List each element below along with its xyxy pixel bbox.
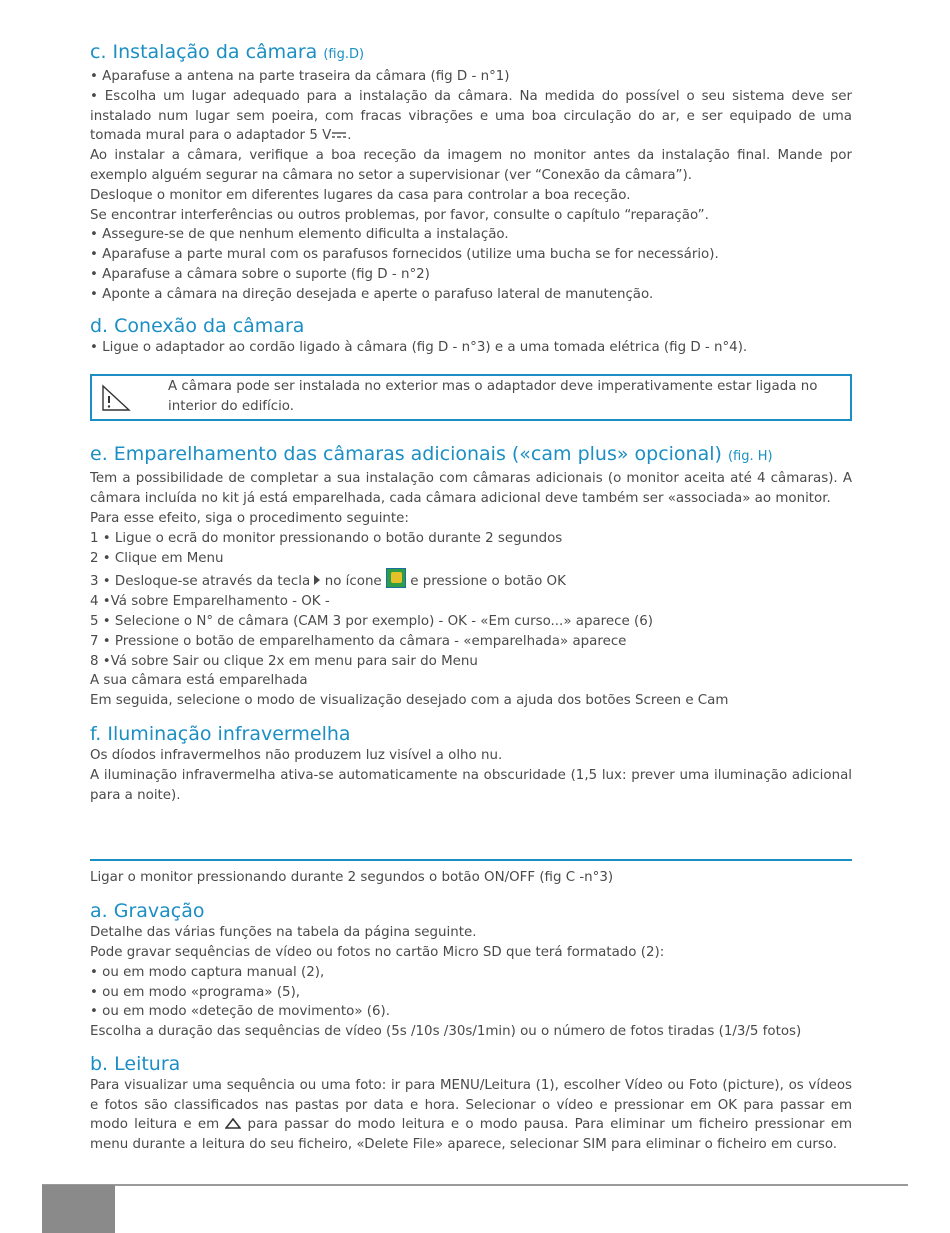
settings-menu-icon <box>386 568 406 588</box>
right-arrow-key-icon <box>314 575 320 585</box>
section-c-heading <box>90 40 852 67</box>
section-e-intro-2: Para esse efeito, siga o procedimento seguinte: <box>90 510 409 526</box>
step-3-text-b: no ícone <box>324 574 382 590</box>
section-e-after: Em seguida, selecione o modo de visualização desejado com a ajuda dos botões Screen e Cam <box>90 693 729 709</box>
section-d-title: d. Conexão da câmara <box>90 314 305 337</box>
eject-button-icon <box>225 1118 241 1130</box>
section-c-line-6: • Assegure-se de que nenhum elemento dificulta a instalação. <box>90 227 509 243</box>
step-1: 1 • Ligue o ecrã do monitor pressionando o botão durante 2 segundos <box>90 530 563 546</box>
section-c-line-1: • Aparafuse a antena na parte traseira da câmara (fig D - n°1) <box>90 69 510 84</box>
section-b-text <box>90 1076 852 1155</box>
section-c-line-4: Desloque o monitor em diferentes lugares da casa para controlar a boa receção. <box>90 187 631 203</box>
section-c-title: c. Instalação da câmara <box>90 41 318 63</box>
section-b-text-b: para passar do modo leitura e o modo pausa. Para eliminar um ficheiro pressionar em menu durante a leitura do seu ficheiro, «Delete File» aparece, selecionar SIM para eliminar o ficheiro em curso. <box>90 1117 852 1153</box>
section-a-line-5: • ou em modo «deteção de movimento» (6). <box>90 1004 391 1020</box>
warning-note <box>90 374 852 421</box>
warning-icon <box>100 384 132 414</box>
section-c-line-2: • Escolha um lugar adequado para a instalação da câmara. Na medida do possível o seu sistema deve ser instalado num lugar sem poeira, com fracas vibrações e uma boa circulação do ar, e ser equipado de uma tomada mural para o adaptador 5 V . <box>90 88 852 144</box>
dc-symbol-icon <box>331 130 347 140</box>
step-2: 2 • Clique em Menu <box>90 550 224 566</box>
section-f-title: f. Iluminação infravermelha <box>90 722 351 745</box>
section-e-heading <box>90 442 852 469</box>
section-a-title: a. Gravação <box>90 900 205 923</box>
section-a-line-6: Escolha a duração das sequências de vídeo (5s /10s /30s/1min) ou o número de fotos tiradas (1/3/5 fotos) <box>90 1024 802 1040</box>
step-5: 5 • Selecione o N° de câmara (CAM 3 por exemplo) - OK - «Em curso...» aparece (6) <box>90 613 653 629</box>
section-c-line-7: • Aparafuse a parte mural com os parafusos fornecidos (utilize uma bucha se for necessário). <box>90 247 719 263</box>
section-a-line-4: • ou em modo «programa» (5), <box>90 984 301 1000</box>
step-3 <box>90 568 852 592</box>
section-e-fig-ref: (fig. H) <box>727 449 773 465</box>
section-c-fig-ref: (fig.D) <box>323 47 365 62</box>
section-c-line-5: Se encontrar interferências ou outros problemas, por favor, consulte o capítulo “reparação”. <box>90 207 709 223</box>
section-a-line-1: Detalhe das várias funções na tabela da página seguinte. <box>90 925 477 941</box>
section-a-line-2: Pode gravar sequências de vídeo ou fotos no cartão Micro SD que terá formatado (2): <box>90 944 665 960</box>
section-e-title: e. Emparelhamento das câmaras adicionais («cam plus» opcional) <box>90 443 722 466</box>
warning-note-text: A câmara pode ser instalada no exterior mas o adaptador deve imperativamente estar ligada no interior do edifício. <box>168 379 818 415</box>
step-7: 7 • Pressione o botão de emparelhamento da câmara - «emparelhada» aparece <box>90 633 627 649</box>
monitor-intro-line: Ligar o monitor pressionando durante 2 segundos o botão ON/OFF (fig C -n°3) <box>90 870 614 886</box>
section-d-line: • Ligue o adaptador ao cordão ligado à câmara (fig D - n°3) e a uma tomada elétrica (fig D - n°4). <box>90 339 748 355</box>
step-3-text-c: e pressione o botão OK <box>410 574 566 590</box>
section-e-done: A sua câmara está emparelhada <box>90 673 308 689</box>
page-content <box>90 40 852 1155</box>
step-3-text-a: 3 • Desloque-se através da tecla <box>90 574 311 590</box>
step-4: 4 •Vá sobre Emparelhamento - OK - <box>90 594 330 610</box>
section-c-line-2-text: • Escolha um lugar adequado para a instalação da câmara. Na medida do possível o seu sistema deve ser instalado num lugar sem poeira, com fracas vibrações e uma boa circulação do ar, e ser equipado de uma tomada mural para o adaptador 5 V <box>90 88 852 144</box>
section-b-text-a: Para visualizar uma sequência ou uma foto: ir para MENU/Leitura (1), escolher Vídeo ou Foto (picture), os vídeos e fotos são classificados nas pastas por data e hora. Selecionar o vídeo e pressionar em OK para passar em modo leitura e em <box>90 1077 852 1133</box>
footer-rule <box>42 1184 908 1186</box>
section-b-title: b. Leitura <box>90 1052 181 1075</box>
section-a-line-3: • ou em modo captura manual (2), <box>90 964 325 980</box>
section-f-line-2: A iluminação infravermelha ativa-se automaticamente na obscuridade (1,5 lux: prever uma iluminação adicional para a noite). <box>90 767 852 803</box>
section-divider <box>90 859 852 861</box>
section-f-line-1: Os díodos infravermelhos não produzem luz visível a olho nu. <box>90 747 503 763</box>
section-c-line-8: • Aparafuse a câmara sobre o suporte (fig D - n°2) <box>90 266 430 282</box>
step-8: 8 •Vá sobre Sair ou clique 2x em menu para sair do Menu <box>90 653 478 669</box>
section-c-line-3: Ao instalar a câmara, verifique a boa receção da imagem no monitor antes da instalação final. Mande por exemplo alguém segurar na câmara no setor a supervisionar (ver “Conexão da câmara”). <box>90 148 852 183</box>
page-number-box <box>42 1185 115 1233</box>
section-e-intro: Tem a possibilidade de completar a sua instalação com câmaras adicionais (o monitor aceita até 4 câmaras). A câmara incluída no kit já está emparelhada, cada câmara adicional deve também ser «associada» ao monitor. <box>90 471 852 507</box>
section-c-line-9: • Aponte a câmara na direção desejada e aperte o parafuso lateral de manutenção. <box>90 286 654 302</box>
